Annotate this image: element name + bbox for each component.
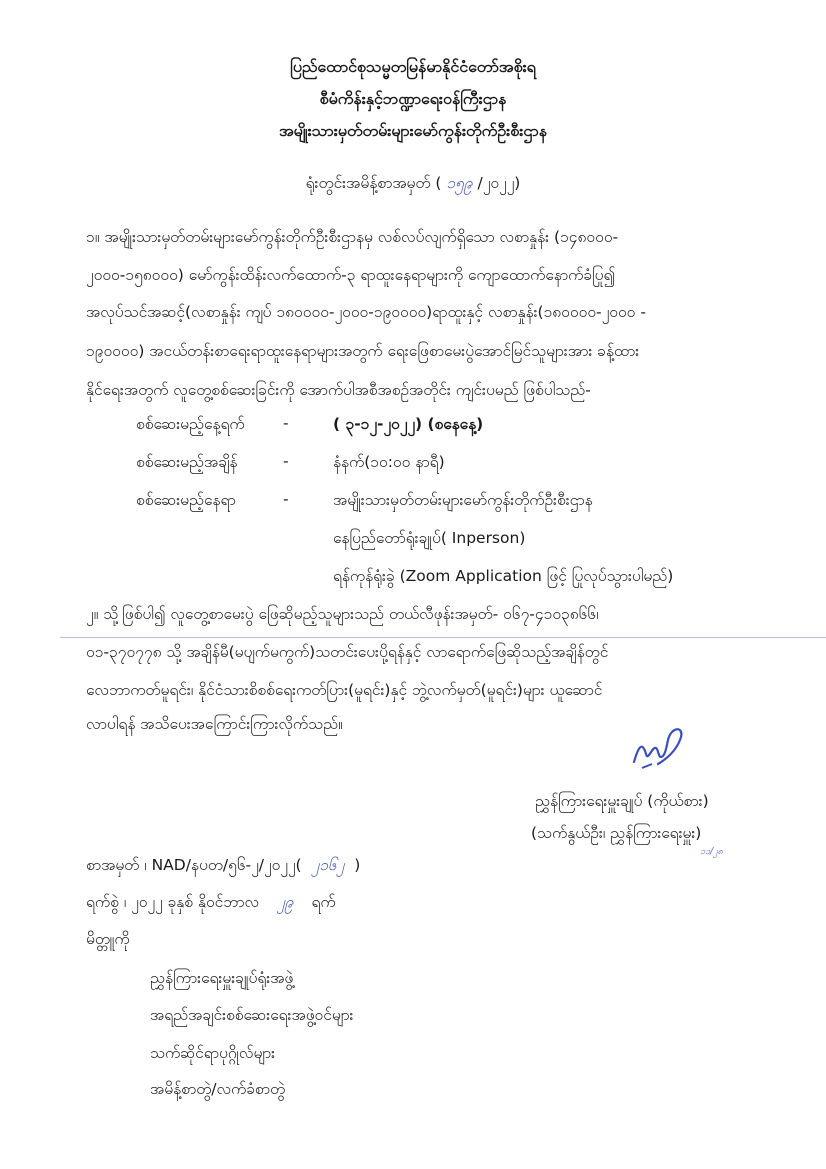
schedule-date-dash: - xyxy=(283,414,289,432)
para2-line-2: ၀၁-၃၇၀၇၇၈ သို့ အချိန်မီ(မပျက်မကွက်)သတင်းပေးပို့ရန်နှင့် လာရောက်ဖြေဆိုသည့်အချိန်တွင် xyxy=(86,643,609,661)
para2-line-1: ၂။ သို့ဖြစ်ပါ၍ လူတွေ့စာမေးပွဲ ဖြေဆိုမည့်သူများသည် တယ်လီဖုန်းအမှတ်- ၀၆၇-၄၁၀၃၈၆၆၊ xyxy=(86,605,599,623)
schedule-place-dash: - xyxy=(283,490,289,508)
schedule-date-value: ( ၃-၁၂-၂၀၂၂) (စနေနေ့) xyxy=(333,415,484,433)
schedule-time-label: စစ်ဆေးမည့်အချိန် xyxy=(136,453,238,471)
signatory-name: (သက်နွယ်ဦး၊ ညွှန်ကြားရေးမှူး) xyxy=(531,824,702,842)
order-number-prefix: ရုံးတွင်းအမိန့်စာအမှတ် ( xyxy=(305,174,442,192)
para1-line-2: ၂၀၀၀-၁၅၈၀၀၀) မော်ကွန်းထိန်းလက်ထောက်-၃ ရာထူးနေရာများကို ကျောထောက်နောက်ခံပြု၍ xyxy=(86,266,616,284)
order-number-suffix: /၂၀၂၂) xyxy=(477,174,521,192)
schedule-place-line-3: ရန်ကုန်ရုံးခွဲ (Zoom Application ဖြင့် ပြုလုပ်သွားပါမည်) xyxy=(333,567,674,585)
schedule-time-value: နံနက်(၁၀:၀၀ နာရီ) xyxy=(333,453,445,471)
reference-number-prefix: စာအမှတ် ၊ NAD/နပတ/၅၆-၂/၂၀၂၂( xyxy=(86,856,302,874)
schedule-place-line-2: နေပြည်တော်ရုံးချုပ်( Inperson) xyxy=(333,529,526,547)
reference-number xyxy=(86,855,360,878)
para1-line-3: အလုပ်သင်အဆင့်(လစာနှုန်း ကျပ် ၁၈၀၀၀၀-၂၀၀၀-၁၉၀၀၀၀)ရာထူးနှင့် လစာနှုန်း(၁၈၀၀၀၀-၂၀၀၀ - xyxy=(86,303,646,321)
schedule-place-label: စစ်ဆေးမည့်နေရာ xyxy=(136,491,236,509)
order-number-handwritten: ၁၅၉ xyxy=(446,174,473,192)
para2-line-3: လေဘာကတ်မူရင်း၊ နိုင်ငံသားစိစစ်ရေးကတ်ပြား(မူရင်း)နှင့် ဘွဲ့လက်မှတ်(မူရင်း)များ ယူဆောင် xyxy=(86,681,603,699)
cc-item-3: သက်ဆိုင်ရာပုဂ္ဂိုလ်များ xyxy=(150,1044,276,1062)
header-ministry: စီမံကိန်းနှင့်ဘဏ္ဍာရေးဝန်ကြီးဌာန xyxy=(319,89,507,108)
handwritten-signature xyxy=(628,718,688,776)
schedule-time-dash: - xyxy=(283,452,289,470)
reference-date-prefix: ရက်စွဲ ၊ ၂၀၂၂ ခုနှစ် နိုဝင်ဘာလ xyxy=(86,893,260,911)
fold-line xyxy=(60,637,826,638)
para1-line-5: နိုင်ရေးအတွက် လူတွေ့စစ်ဆေးခြင်းကို အောက်ပါအစီအစဉ်အတိုင်း ကျင်းပမည် ဖြစ်ပါသည်- xyxy=(86,381,591,399)
para1-line-4: ၁၉၀၀၀၀) အငယ်တန်းစာရေးရာထူးနေရာများအတွက် ရေးဖြေစာမေးပွဲအောင်မြင်သူများအား ခန့်ထား xyxy=(86,342,640,360)
header-department: အမျိုးသားမှတ်တမ်းများမော်ကွန်းတိုက်ဦးစီးဌာန xyxy=(278,121,547,140)
reference-number-handwritten: ၂၁၆၂ xyxy=(311,856,345,874)
para2-line-4: လာပါရန် အသိပေးအကြောင်းကြားလိုက်သည်။ xyxy=(86,715,343,733)
reference-date-day: ၂၉ xyxy=(277,893,294,911)
reference-date xyxy=(86,892,336,915)
schedule-date-label: စစ်ဆေးမည့်နေ့ရက် xyxy=(136,415,245,433)
reference-date-suffix: ရက် xyxy=(311,893,336,911)
header-government: ပြည်ထောင်စုသမ္မတမြန်မာနိုင်ငံတော်အစိုးရ xyxy=(290,57,536,76)
cc-item-2: အရည်အချင်းစစ်ဆေးရေးအဖွဲ့ဝင်များ xyxy=(150,1006,354,1024)
signatory-title: ညွှန်ကြားရေးမှူးချုပ် (ကိုယ်စား) xyxy=(535,792,709,810)
schedule-place-line-1: အမျိုးသားမှတ်တမ်းများမော်ကွန်းတိုက်ဦးစီးဌာန xyxy=(333,491,593,509)
signatory-initials: ၁၁/၂၈ xyxy=(700,847,723,857)
cc-heading: မိတ္တူကို xyxy=(86,930,130,948)
reference-number-suffix: ) xyxy=(354,856,361,874)
cc-item-4: အမိန့်စာတွဲ/လက်ခံစာတွဲ xyxy=(150,1080,286,1098)
para1-line-1: ၁။ အမျိုးသားမှတ်တမ်းများမော်ကွန်းတိုက်ဦးစီးဌာနမှ လစ်လပ်လျက်ရှိသော လစာနှုန်း (၁၄၈၀၀၀- xyxy=(86,228,619,246)
order-number xyxy=(0,173,826,196)
cc-item-1: ညွှန်ကြားရေးမှူးချုပ်ရုံးအဖွဲ့ xyxy=(150,969,294,987)
